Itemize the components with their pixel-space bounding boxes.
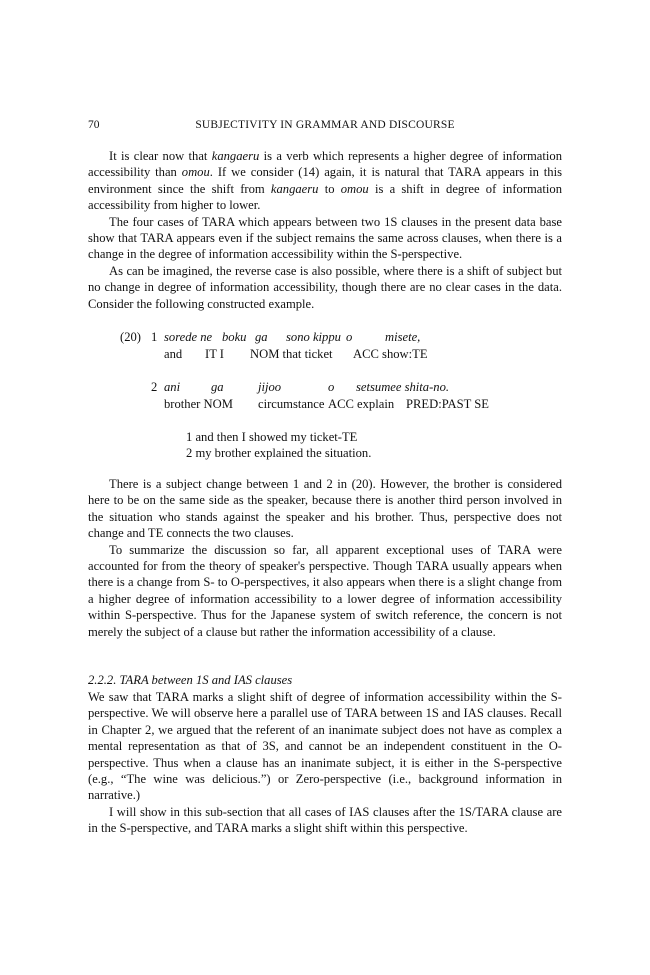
section-heading: 2.2.2. TARA between 1S and IAS clauses <box>88 673 293 687</box>
example-line-2-word: setsumee shita-no. <box>356 380 450 394</box>
paragraph-1: It is clear now that kangaeru is a verb which represents a higher degree of information accessibility than omou. If we consider (14) again, it is natural that TARA appears in this environment since the shift from kangaeru to omou is a shift in degree of information accessibility from higher to lower. <box>88 149 562 213</box>
running-title: SUBJECTIVITY IN GRAMMAR AND DISCOURSE <box>195 119 455 131</box>
example-line-1-number: 1 <box>151 330 158 344</box>
example-line-2-number: 2 <box>151 380 158 394</box>
example-line-1-gloss: ACC show:TE <box>353 347 428 361</box>
example-number: (20) <box>120 330 141 344</box>
example-line-2-word: ani <box>164 380 181 394</box>
text-block-1 <box>88 148 562 312</box>
paragraph-2: The four cases of TARA which appears between two 1S clauses in the present data base show that TARA appears even if the subject remains the same across clauses, when there is a change in the degree of information accessibility within the S-perspective. <box>88 214 562 262</box>
example-line-2-word: jijoo <box>258 380 282 394</box>
example-line-1-word: misete, <box>385 330 421 344</box>
paragraph-6: We saw that TARA marks a slight shift of degree of information accessibility within the S-perspective. We will observe here a parallel use of TARA between 1S and IAS clauses. Recall in Chapter 2, we argued that the referent of an inanimate subject does not have as complex a mental representation as that of 3S, and cannot be an independent constituent in the O-perspective. Thus when a clause has an inanimate subject, it is either in the S-perspective (e.g., “The wine was delicious.”) or Zero-perspective (i.e., background information in narrative.) <box>88 690 562 803</box>
paragraph-7: I will show in this sub-section that all cases of IAS clauses after the 1S/TARA clause are in the S-perspective, and TARA marks a slight shift within this perspective. <box>88 804 562 836</box>
example-translation-2: 2 my brother explained the situation. <box>186 446 372 460</box>
text-block-3 <box>88 689 562 837</box>
example-line-1-gloss: IT I <box>205 347 225 361</box>
example-line-1-word: ga <box>255 330 268 344</box>
paragraph-5: To summarize the discussion so far, all apparent exceptional uses of TARA were accounted for from the theory of speaker's perspective. Though TARA usually appears when there is a change from S- to O-perspectives, it also appears when there is a slight change from a higher degree of information accessibility to a lower degree of information accessibility within S-perspective. Thus for the Japanese system of switch reference, the concern is not merely the subject of a clause but rather the information accessibility of a clause. <box>88 542 562 639</box>
example-line-2-word: o <box>328 380 335 394</box>
example-line-2-gloss: brother NOM <box>164 397 233 411</box>
example-line-2-gloss: circumstance <box>258 397 325 411</box>
example-line-2-gloss: PRED:PAST SE <box>406 397 489 411</box>
paragraph-3: As can be imagined, the reverse case is also possible, where there is a shift of subject but no change in degree of information accessibility, though there are no clear cases in the data. Consider the following constructed example. <box>88 263 562 311</box>
example-line-1-word: sono kippu <box>286 330 341 344</box>
example-line-1-word: o <box>346 330 353 344</box>
example-line-2-gloss: ACC explain <box>328 397 395 411</box>
page-number: 70 <box>88 119 100 131</box>
example-line-1-gloss: NOM that ticket <box>250 347 333 361</box>
example-line-1-word: boku <box>222 330 247 344</box>
example-line-2-word: ga <box>211 380 224 394</box>
example-line-1-word: sorede ne <box>164 330 213 344</box>
example-line-1-gloss: and <box>164 347 183 361</box>
text-block-2 <box>88 476 562 640</box>
paragraph-4: There is a subject change between 1 and 2 in (20). However, the brother is considered here to be on the same side as the speaker, because there is another third person involved in the situation who stands against the speaker and his brother. Thus, perspective does not change and TE connects the two clauses. <box>88 477 562 541</box>
example-translation-1: 1 and then I showed my ticket-TE <box>186 430 358 444</box>
page-header <box>88 119 562 135</box>
